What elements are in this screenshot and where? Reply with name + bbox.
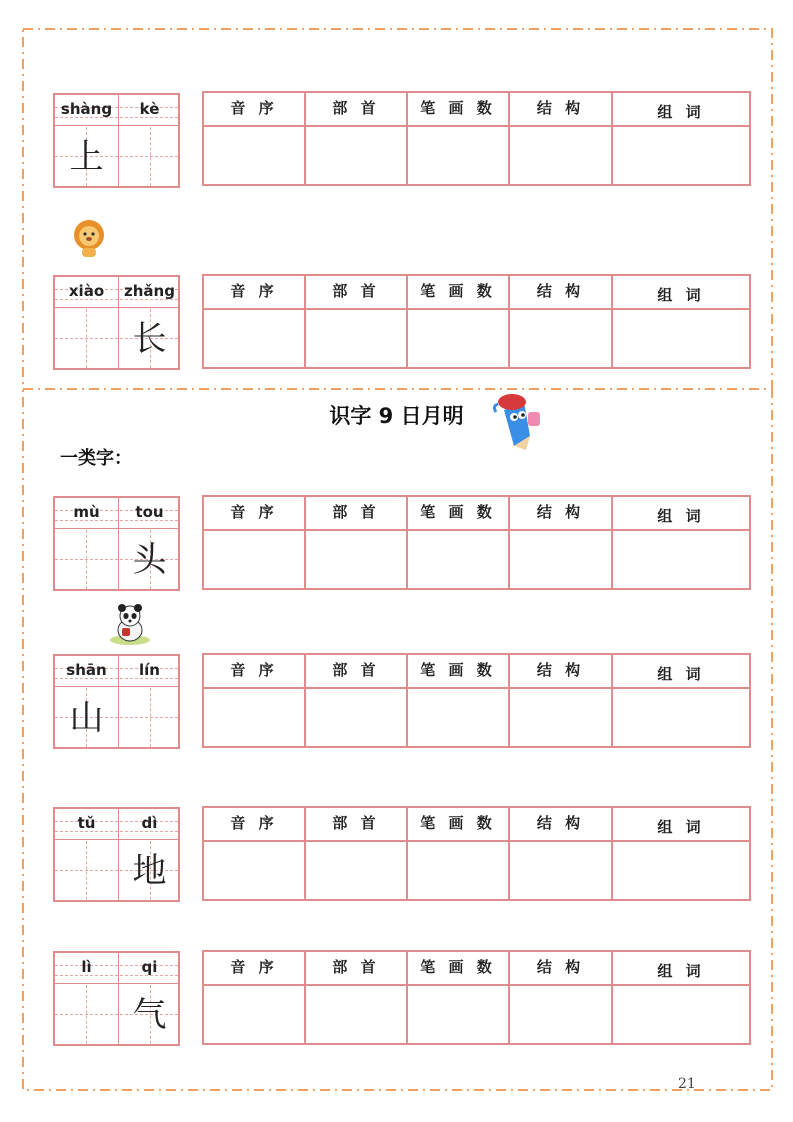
answer-cell[interactable] <box>204 127 306 184</box>
lesson-title: 识字 9 日月明 <box>329 404 464 428</box>
hanzi-1: 上 <box>69 137 104 177</box>
header-zuci: 组 词 <box>613 952 749 986</box>
header-zuci: 组 词 <box>613 655 749 689</box>
page-number: 21 <box>678 1076 696 1092</box>
info-table-6 <box>202 950 751 1045</box>
lion-sticker <box>70 218 108 258</box>
answer-cell[interactable] <box>306 986 408 1043</box>
pinyin-1a: shàng <box>60 100 113 118</box>
header-bushou: 部 首 <box>306 655 408 689</box>
answer-cell[interactable] <box>408 842 510 899</box>
header-zuci: 组 词 <box>613 276 749 310</box>
answer-cell[interactable] <box>510 842 613 899</box>
answer-cell[interactable] <box>408 986 510 1043</box>
header-jiegou: 结 构 <box>510 952 613 986</box>
answer-cell[interactable] <box>204 310 306 367</box>
character-box-5 <box>53 807 180 902</box>
header-bihuashu: 笔 画 数 <box>408 655 510 689</box>
hanzi-4: 山 <box>69 698 104 738</box>
header-zuci: 组 词 <box>613 497 749 531</box>
pinyin-3b: tou <box>135 503 164 521</box>
character-box-2 <box>53 275 180 370</box>
header-yinxu: 音 序 <box>204 655 306 689</box>
answer-cell[interactable] <box>306 310 408 367</box>
answer-cell[interactable] <box>613 531 749 588</box>
answer-cell[interactable] <box>408 531 510 588</box>
header-bushou: 部 首 <box>306 93 408 127</box>
header-bihuashu: 笔 画 数 <box>408 808 510 842</box>
answer-cell[interactable] <box>204 842 306 899</box>
answer-cell[interactable] <box>510 986 613 1043</box>
answer-cell[interactable] <box>306 127 408 184</box>
hanzi-3: 头 <box>132 540 167 580</box>
header-yinxu: 音 序 <box>204 93 306 127</box>
answer-cell[interactable] <box>510 310 613 367</box>
pinyin-5a: tǔ <box>77 814 96 832</box>
info-table-2 <box>202 274 751 369</box>
header-jiegou: 结 构 <box>510 276 613 310</box>
header-bihuashu: 笔 画 数 <box>408 276 510 310</box>
header-bushou: 部 首 <box>306 952 408 986</box>
panda-sticker <box>108 602 152 646</box>
info-table-4 <box>202 653 751 748</box>
pinyin-1b: kè <box>139 100 160 118</box>
header-jiegou: 结 构 <box>510 655 613 689</box>
character-box-4 <box>53 654 180 749</box>
header-yinxu: 音 序 <box>204 276 306 310</box>
answer-cell[interactable] <box>510 689 613 746</box>
pencil-mascot-sticker <box>490 390 546 452</box>
pinyin-6b: qi <box>141 958 158 976</box>
header-yinxu: 音 序 <box>204 808 306 842</box>
info-table-1 <box>202 91 751 186</box>
answer-cell[interactable] <box>204 986 306 1043</box>
answer-cell[interactable] <box>306 689 408 746</box>
character-box-3 <box>53 496 180 591</box>
hanzi-6: 气 <box>132 995 167 1035</box>
header-jiegou: 结 构 <box>510 93 613 127</box>
answer-cell[interactable] <box>306 842 408 899</box>
character-box-6 <box>53 951 180 1046</box>
answer-cell[interactable] <box>613 310 749 367</box>
info-table-5 <box>202 806 751 901</box>
answer-cell[interactable] <box>613 842 749 899</box>
pinyin-2a: xiào <box>68 282 105 300</box>
header-bihuashu: 笔 画 数 <box>408 952 510 986</box>
answer-cell[interactable] <box>510 531 613 588</box>
hanzi-5: 地 <box>132 851 167 891</box>
pinyin-6a: lì <box>81 958 92 976</box>
answer-cell[interactable] <box>613 986 749 1043</box>
answer-cell[interactable] <box>408 127 510 184</box>
header-zuci: 组 词 <box>613 808 749 842</box>
answer-cell[interactable] <box>408 689 510 746</box>
pinyin-3a: mù <box>73 503 100 521</box>
pinyin-4a: shān <box>66 661 107 679</box>
header-jiegou: 结 构 <box>510 497 613 531</box>
answer-cell[interactable] <box>613 127 749 184</box>
section-label: 一类字： <box>60 448 132 469</box>
header-bushou: 部 首 <box>306 808 408 842</box>
info-table-3 <box>202 495 751 590</box>
header-zuci: 组 词 <box>613 93 749 127</box>
answer-cell[interactable] <box>204 689 306 746</box>
hanzi-2: 长 <box>132 319 167 359</box>
pinyin-4b: lín <box>139 661 160 679</box>
header-bushou: 部 首 <box>306 497 408 531</box>
answer-cell[interactable] <box>204 531 306 588</box>
header-bushou: 部 首 <box>306 276 408 310</box>
pinyin-5b: dì <box>141 814 158 832</box>
header-yinxu: 音 序 <box>204 952 306 986</box>
answer-cell[interactable] <box>613 689 749 746</box>
header-jiegou: 结 构 <box>510 808 613 842</box>
answer-cell[interactable] <box>306 531 408 588</box>
header-yinxu: 音 序 <box>204 497 306 531</box>
header-bihuashu: 笔 画 数 <box>408 93 510 127</box>
pinyin-2b: zhǎng <box>124 282 175 300</box>
answer-cell[interactable] <box>510 127 613 184</box>
header-bihuashu: 笔 画 数 <box>408 497 510 531</box>
answer-cell[interactable] <box>408 310 510 367</box>
character-box-1 <box>53 93 180 188</box>
